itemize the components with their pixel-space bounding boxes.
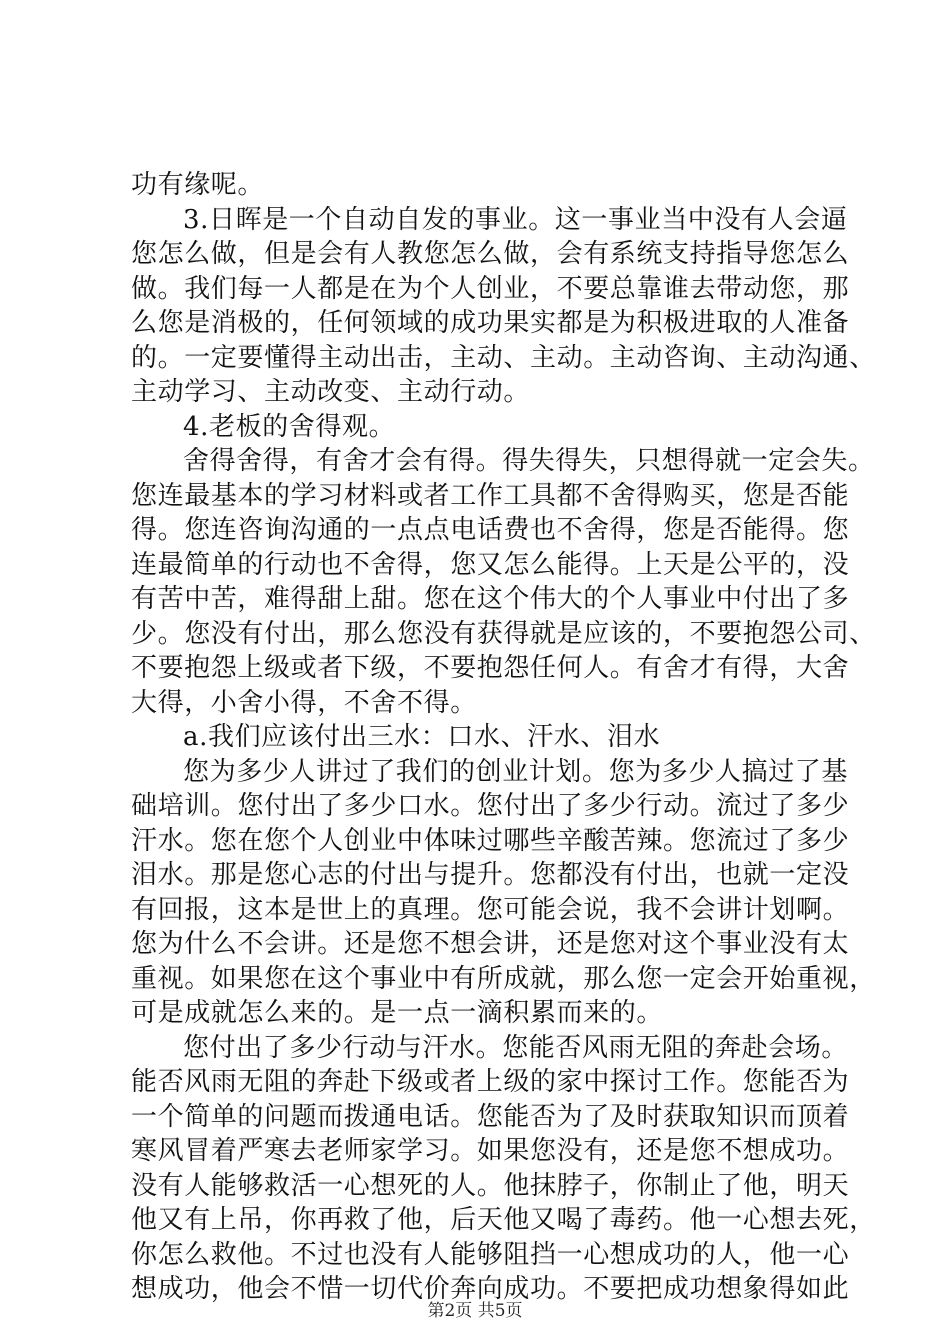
text-line: 主动学习、主动改变、主动行动。 xyxy=(131,377,531,407)
text-line: 础培训。您付出了多少口水。您付出了多少行动。流过了多少 xyxy=(131,791,850,821)
document-body xyxy=(131,168,876,1307)
text-line: 功有缘呢。 xyxy=(131,170,265,200)
text-line: 您为什么不会讲。还是您不想会讲，还是您对这个事业没有太 xyxy=(131,929,850,959)
text-line: 4.老板的舍得观。 xyxy=(183,411,396,442)
text-line: 连最简单的行动也不舍得，您又怎么能得。上天是公平的，没 xyxy=(131,549,850,580)
text-line: 的。一定要懂得主动出击，主动、主动。主动咨询、主动沟通、 xyxy=(131,342,876,373)
text-line: 您为多少人讲过了我们的创业计划。您为多少人搞过了基 xyxy=(183,756,849,787)
text-line: 您付出了多少行动与汗水。您能否风雨无阻的奔赴会场。 xyxy=(183,1032,849,1063)
text-line: 不要抱怨上级或者下级，不要抱怨任何人。有舍才有得，大舍 xyxy=(131,653,850,683)
text-line: 您怎么做，但是会有人教您怎么做，会有系统支持指导您怎么 xyxy=(131,239,850,269)
text-line: 做。我们每一人都是在为个人创业，不要总靠谁去带动您，那 xyxy=(131,273,850,304)
text-line: 大得，小舍小得，不舍不得。 xyxy=(131,687,477,718)
text-line: 3.日晖是一个自动自发的事业。这一事业当中没有人会逼 xyxy=(183,204,848,235)
text-line: 你怎么救他。不过也没有人能够阻挡一心想成功的人，他一心 xyxy=(131,1239,850,1270)
page-footer xyxy=(0,1296,950,1321)
text-line: 汗水。您在您个人创业中体味过哪些辛酸苦辣。您流过了多少 xyxy=(131,825,850,856)
text-line: 泪水。那是您心志的付出与提升。您都没有付出，也就一定没 xyxy=(131,860,850,890)
text-line: 有回报，这本是世上的真理。您可能会说，我不会讲计划啊。 xyxy=(131,894,850,925)
text-line: 想成功，他会不惜一切代价奔向成功。不要把成功想象得如此 xyxy=(131,1274,850,1304)
text-line: 少。您没有付出，那么您没有获得就是应该的，不要抱怨公司、 xyxy=(131,618,876,649)
text-line: 没有人能够救活一心想死的人。他抹脖子，你制止了他，明天 xyxy=(131,1170,850,1201)
page-number: 第2页 共5页 xyxy=(427,1301,523,1321)
text-line: 您连最基本的学习材料或者工作工具都不舍得购买，您是否能 xyxy=(131,480,850,511)
text-line: a.我们应该付出三水：口水、汗水、泪水 xyxy=(183,722,661,752)
text-line: 有苦中苦，难得甜上甜。您在这个伟大的个人事业中付出了多 xyxy=(131,584,850,614)
text-line: 能否风雨无阻的奔赴下级或者上级的家中探讨工作。您能否为 xyxy=(131,1067,850,1097)
text-line: 寒风冒着严寒去老师家学习。如果您没有，还是您不想成功。 xyxy=(131,1136,850,1166)
text-line: 可是成就怎么来的。是一点一滴积累而来的。 xyxy=(131,998,664,1028)
text-line: 么您是消极的，任何领域的成功果实都是为积极进取的人准备 xyxy=(131,308,850,338)
text-line: 舍得舍得，有舍才会有得。得失得失，只想得就一定会失。 xyxy=(183,446,875,476)
text-line: 得。您连咨询沟通的一点点电话费也不舍得，您是否能得。您 xyxy=(131,515,850,545)
text-line: 他又有上吊，你再救了他，后天他又喝了毒药。他一心想去死， xyxy=(131,1205,876,1235)
text-line: 重视。如果您在这个事业中有所成就，那么您一定会开始重视， xyxy=(131,963,876,994)
text-line: 一个简单的问题而拨通电话。您能否为了及时获取知识而顶着 xyxy=(131,1101,850,1132)
